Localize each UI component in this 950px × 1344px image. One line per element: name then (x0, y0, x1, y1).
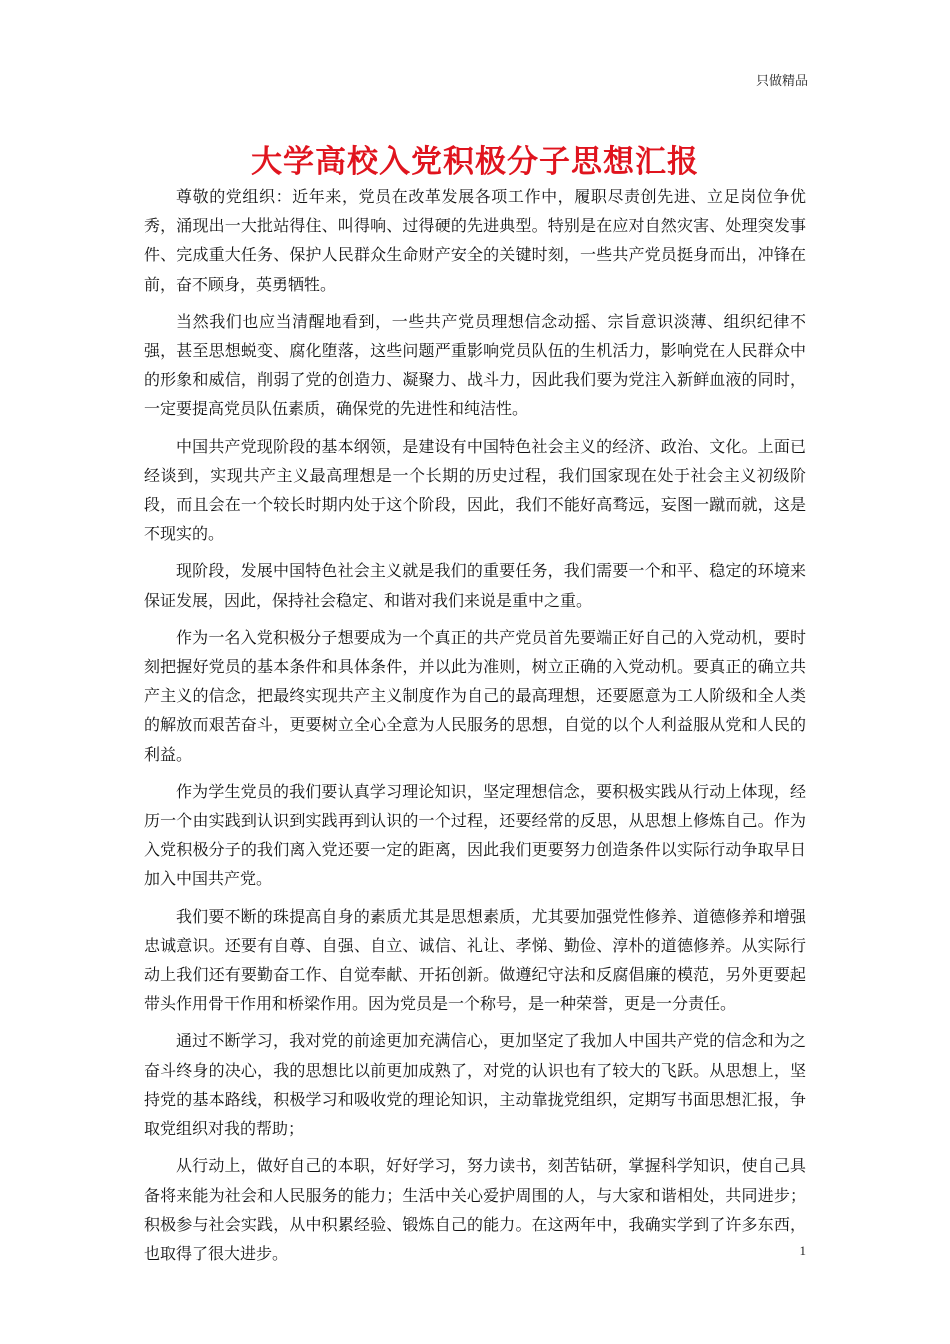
paragraph-8: 通过不断学习，我对党的前途更加充满信心，更加坚定了我加人中国共产党的信念和为之奋斗终身的决心，我的思想比以前更加成熟了，对党的认识也有了较大的飞跃。从思想上，坚持党的基本路线，积极学习和吸收党的理论知识，主动靠拢党组织，定期写书面思想汇报，争取党组织对我的帮助； (144, 1031, 806, 1139)
paragraph-7: 我们要不断的珠提高自身的素质尤其是思想素质，尤其要加强党性修养、道德修养和增强忠诚意识。还要有自尊、自强、自立、诚信、礼让、孝悌、勤俭、淳朴的道德修养。从实际行动上我们还有要勤奋工作、自觉奉献、开拓创新。做遵纪守法和反腐倡廉的模范，另外更要起带头作用骨干作用和桥梁作用。因为党员是一个称号，是一种荣誉，更是一分责任。 (144, 906, 806, 1014)
paragraph-6: 作为学生党员的我们要认真学习理论知识，坚定理想信念，要积极实践从行动上体现，经历一个由实践到认识到实践再到认识的一个过程，还要经常的反思，从思想上修炼自己。作为入党积极分子的我们离入党还要一定的距离，因此我们更要努力创造条件以实际行动争取早日加入中国共产党。 (144, 781, 806, 889)
paragraph-2: 当然我们也应当清醒地看到，一些共产党员理想信念动摇、宗旨意识淡薄、组织纪律不强，甚至思想蜕变、腐化堕落，这些问题严重影响党员队伍的生机活力，影响党在人民群众中的形象和威信，削弱了党的创造力、凝聚力、战斗力，因此我们要为党注入新鲜血液的同时，一定要提高党员队伍素质，确保党的先进性和纯洁性。 (144, 311, 806, 419)
document-body (144, 182, 806, 1276)
paragraph-9: 从行动上，做好自己的本职，好好学习，努力读书，刻苦钻研，掌握科学知识，使自己具备将来能为社会和人民服务的能力；生活中关心爱护周围的人，与大家和谐相处，共同进步；积极参与社会实践，从中积累经验、锻炼自己的能力。在这两年中，我确实学到了许多东西，也取得了很大进步。 (144, 1156, 806, 1263)
document-title: 大学高校入党积极分子思想汇报 (251, 144, 699, 180)
page-number: 1 (799, 1243, 806, 1258)
paragraph-5: 作为一名入党积极分子想要成为一个真正的共产党员首先要端正好自己的入党动机，要时刻把握好党员的基本条件和具体条件，并以此为准则，树立正确的入党动机。要真正的确立共产主义的信念，把最终实现共产主义制度作为自己的最高理想，还要愿意为工人阶级和全人类的解放而艰苦奋斗，更要树立全心全意为人民服务的思想，自觉的以个人利益服从党和人民的利益。 (144, 627, 806, 764)
header-note: 只做精品 (755, 74, 808, 89)
paragraph-1: 尊敬的党组织：近年来，党员在改革发展各项工作中，履职尽责创先进、立足岗位争优秀，涌现出一大批站得住、叫得响、过得硬的先进典型。特别是在应对自然灾害、处理突发事件、完成重大任务、保护人民群众生命财产安全的关键时刻，一些共产党员挺身而出，冲锋在前，奋不顾身，英勇牺牲。 (144, 187, 806, 294)
paragraph-3: 中国共产党现阶段的基本纲领，是建设有中国特色社会主义的经济、政治、文化。上面已经谈到，实现共产主义最高理想是一个长期的历史过程，我们国家现在处于社会主义初级阶段，而且会在一个较长时期内处于这个阶段，因此，我们不能好高骛远，妄图一蹴而就，这是不现实的。 (144, 436, 806, 544)
paragraph-4: 现阶段，发展中国特色社会主义就是我们的重要任务，我们需要一个和平、稳定的环境来保证发展，因此，保持社会稳定、和谐对我们来说是重中之重。 (144, 561, 806, 610)
